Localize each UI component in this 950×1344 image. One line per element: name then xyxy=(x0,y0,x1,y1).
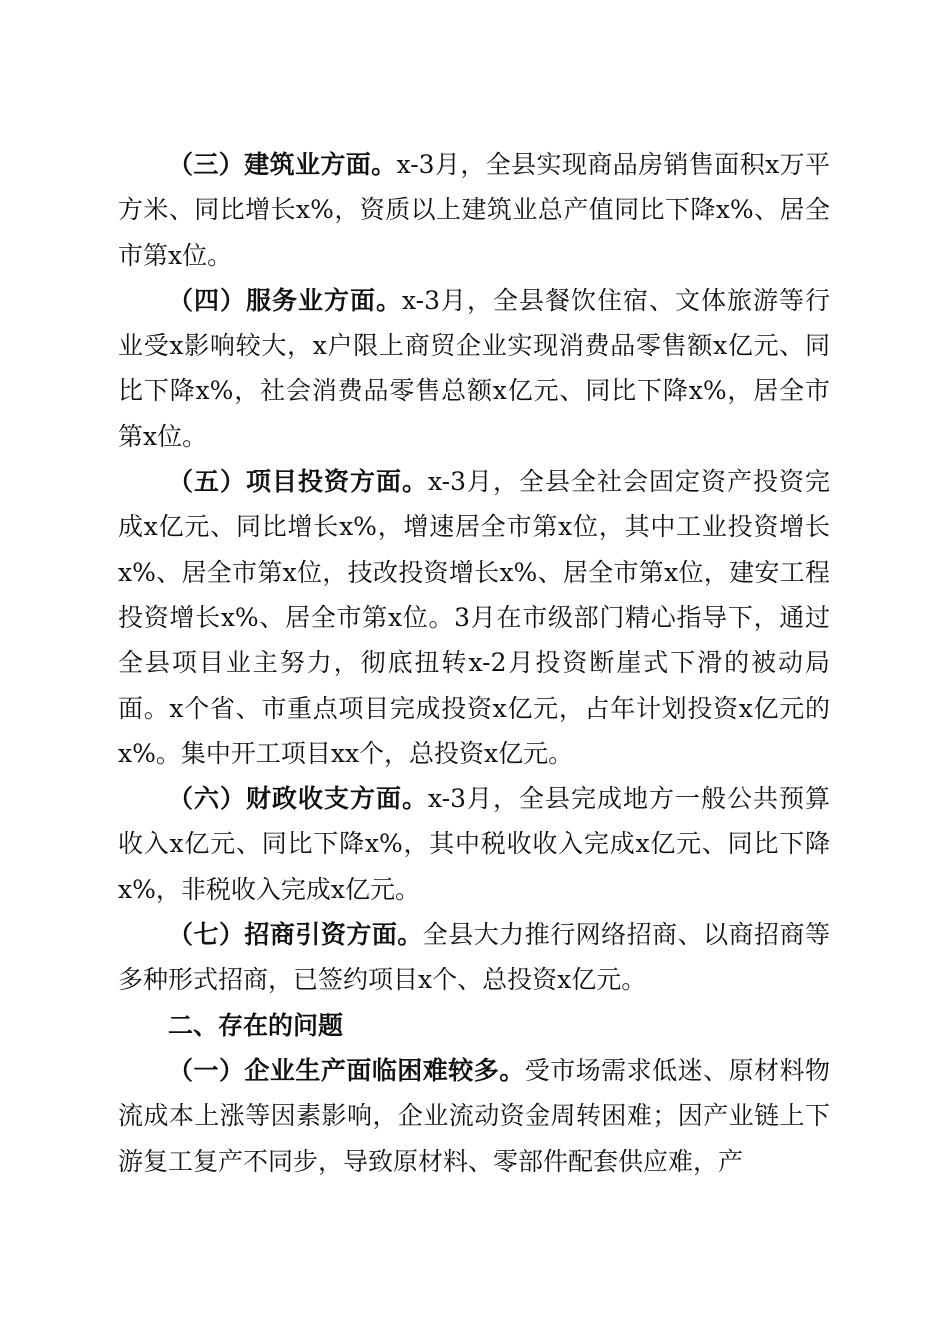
paragraph-lead: （三）建筑业方面。 xyxy=(168,150,397,179)
paragraph-lead: （一）企业生产面临困难较多。 xyxy=(168,1055,525,1085)
paragraph-text: x-3月，全县全社会固定资产投资完成x亿元、同比增长x%，增速居全市第x位，其中工业投资增长x%、居全市第x位，技改投资增长x%、居全市第x位，建安工程投资增长x%、居全市第x位。3月在市级部门精心指导下，通过全县项目业主努力，彻底扭转x-2月投资断崖式下滑的被动局面。x个省、市重点项目完成投资x亿元，占年计划投资x亿元的x%。集中开工项目xx个，总投资x亿元。 xyxy=(118,467,830,768)
paragraph-lead: （七）招商引资方面。 xyxy=(168,920,423,950)
paragraph-text: x-3月，全县实现商品房销售面积x万平方米、同比增长x%，资质以上建筑业总产值同比下降x%、居全市第x位。 xyxy=(118,150,830,270)
paragraph-enterprise-difficulties xyxy=(118,1048,830,1184)
section-heading: 二、存在的问题 xyxy=(168,1010,344,1040)
document-body xyxy=(118,142,830,1184)
paragraph-text: x-3月，全县餐饮住宿、文体旅游等行业受x影响较大，x户限上商贸企业实现消费品零售额x亿元、同比下降x%，社会消费品零售总额x亿元、同比下降x%，居全市第x位。 xyxy=(118,285,830,451)
paragraph-text: 受市场需求低迷、原材料物流成本上涨等因素影响，企业流动资金周转困难；因产业链上下游复工复产不同步，导致原材料、零部件配套供应难，产 xyxy=(118,1055,830,1176)
paragraph-lead: （四）服务业方面。 xyxy=(168,285,402,315)
paragraph-construction xyxy=(118,142,830,278)
paragraph-lead: （六）财政收支方面。 xyxy=(168,784,428,814)
paragraph-text: x-3月，全县完成地方一般公共预算收入x亿元、同比下降x%，其中税收收入完成x亿元、同比下降x%，非税收入完成x亿元。 xyxy=(118,784,830,904)
paragraph-finance xyxy=(118,776,830,912)
paragraph-lead: （五）项目投资方面。 xyxy=(168,467,428,497)
paragraph-investment xyxy=(118,459,830,776)
paragraph-services xyxy=(118,278,830,459)
paragraph-text: 全县大力推行网络招商、以商招商等多种形式招商，已签约项目x个、总投资x亿元。 xyxy=(118,920,830,995)
paragraph-attracting-investment xyxy=(118,912,830,1003)
